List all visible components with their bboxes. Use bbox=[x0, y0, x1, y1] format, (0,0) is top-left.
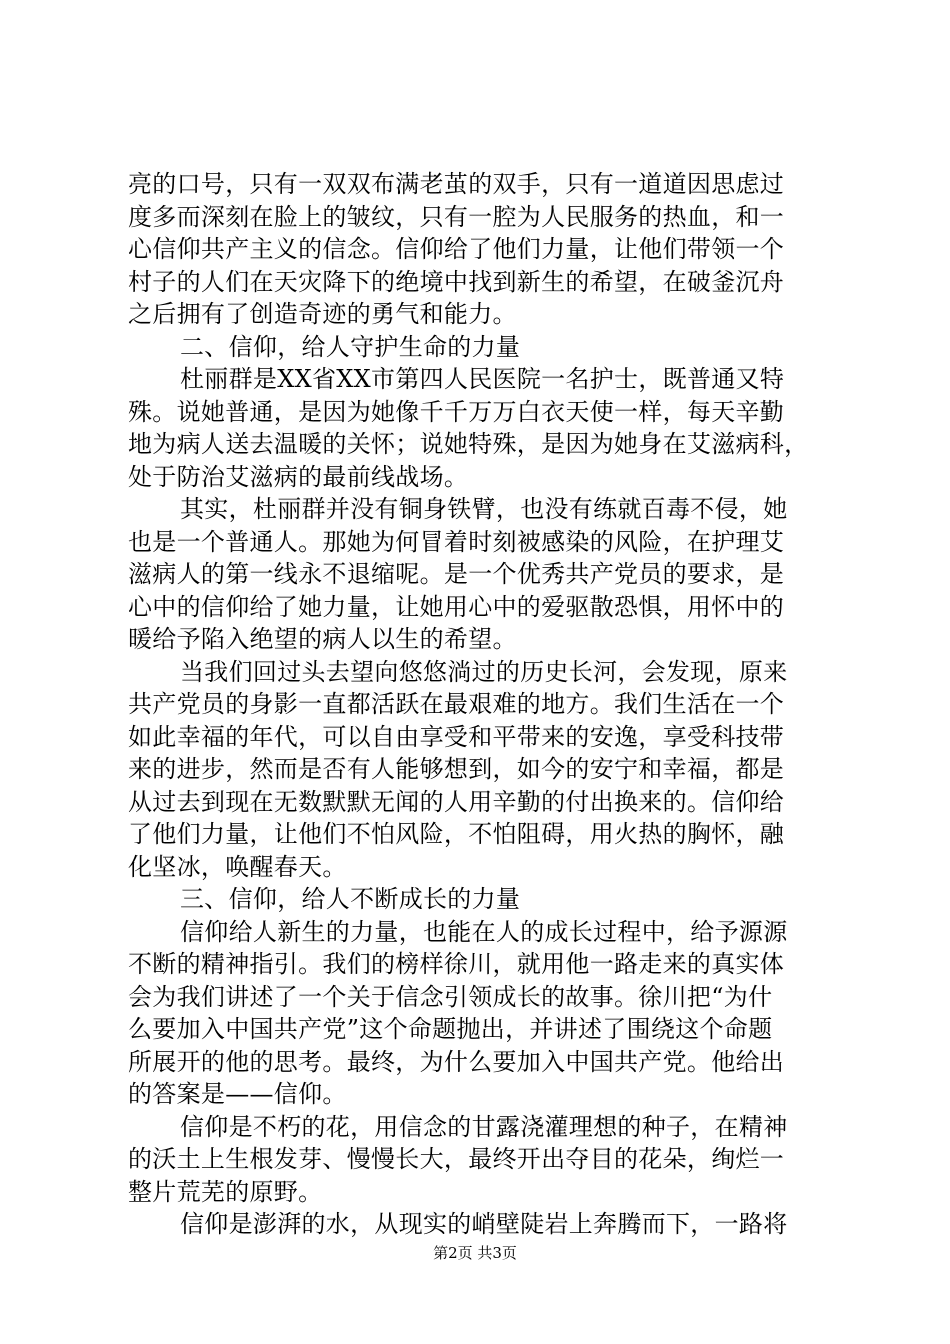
document-body bbox=[128, 168, 838, 1241]
text-line: 三、信仰，给人不断成长的力量 bbox=[180, 885, 521, 913]
text-line: 殊。说她普通，是因为她像千千万万白衣天使一样，每天辛勤 bbox=[128, 397, 785, 426]
text-line: 的答案是——信仰。 bbox=[128, 1080, 347, 1108]
text-line: 信仰是澎湃的水，从现实的峭壁陡岩上奔腾而下，一路将 bbox=[180, 1210, 788, 1238]
text-line: 所展开的他的思考。最终，为什么要加入中国共产党。他给出 bbox=[128, 1047, 785, 1076]
text-line: 不断的精神指引。我们的榜样徐川，就用他一路走来的真实体 bbox=[128, 950, 785, 978]
text-line: 信仰是不朽的花，用信念的甘露浇灌理想的种子，在精神 bbox=[180, 1112, 788, 1141]
text-line: 会为我们讲述了一个关于信念引领成长的故事。徐川把“为什 bbox=[128, 982, 773, 1011]
text-line: 二、信仰，给人守护生命的力量 bbox=[180, 332, 521, 361]
text-line: 之后拥有了创造奇迹的勇气和能力。 bbox=[128, 300, 517, 328]
text-line: 信仰给人新生的力量，也能在人的成长过程中，给予源源 bbox=[180, 917, 788, 946]
text-line: 么要加入中国共产党”这个命题抛出，并讲述了围绕这个命题 bbox=[128, 1015, 773, 1043]
text-line: 来的进步，然而是否有人能够想到，如今的安宁和幸福，都是 bbox=[128, 755, 785, 783]
text-line: 心信仰共产主义的信念。信仰给了他们力量，让他们带领一个 bbox=[128, 235, 785, 263]
text-line: 暖给予陷入绝望的病人以生的希望。 bbox=[128, 625, 517, 653]
text-line: 如此幸福的年代，可以自由享受和平带来的安逸，享受科技带 bbox=[128, 722, 785, 751]
text-line: 杜丽群是XX省XX市第四人民医院一名护士，既普通又特 bbox=[180, 365, 785, 393]
text-line: 了他们力量，让他们不怕风险，不怕阻碍，用火热的胸怀，融 bbox=[128, 820, 785, 848]
text-line: 也是一个普通人。那她为何冒着时刻被感染的风险，在护理艾 bbox=[128, 527, 785, 556]
text-line: 地为病人送去温暖的关怀；说她特殊，是因为她身在艾滋病科， bbox=[128, 430, 809, 458]
text-line: 共产党员的身影一直都活跃在最艰难的地方。我们生活在一个 bbox=[128, 690, 785, 718]
text-line: 当我们回过头去望向悠悠淌过的历史长河，会发现，原来 bbox=[180, 657, 788, 686]
text-line: 心中的信仰给了她力量，让她用心中的爱驱散恐惧，用怀中的 bbox=[128, 592, 785, 621]
text-line: 度多而深刻在脸上的皱纹，只有一腔为人民服务的热血，和一 bbox=[128, 202, 785, 231]
text-line: 滋病人的第一线永不退缩呢。是一个优秀共产党员的要求，是 bbox=[128, 560, 785, 588]
page-footer: 第2页 共3页 bbox=[433, 1244, 517, 1262]
text-line: 化坚冰，唤醒春天。 bbox=[128, 852, 347, 881]
text-line: 整片荒芜的原野。 bbox=[128, 1177, 323, 1206]
text-line: 村子的人们在天灾降下的绝境中找到新生的希望，在破釜沉舟 bbox=[128, 267, 785, 296]
text-line: 其实，杜丽群并没有铜身铁臂，也没有练就百毒不侵，她 bbox=[180, 495, 788, 523]
text-line: 亮的口号，只有一双双布满老茧的双手，只有一道道因思虑过 bbox=[128, 170, 785, 198]
text-line: 处于防治艾滋病的最前线战场。 bbox=[128, 462, 469, 491]
text-line: 的沃土上生根发芽、慢慢长大，最终开出夺目的花朵，绚烂一 bbox=[128, 1145, 785, 1173]
text-line: 从过去到现在无数默默无闻的人用辛勤的付出换来的。信仰给 bbox=[128, 787, 785, 816]
